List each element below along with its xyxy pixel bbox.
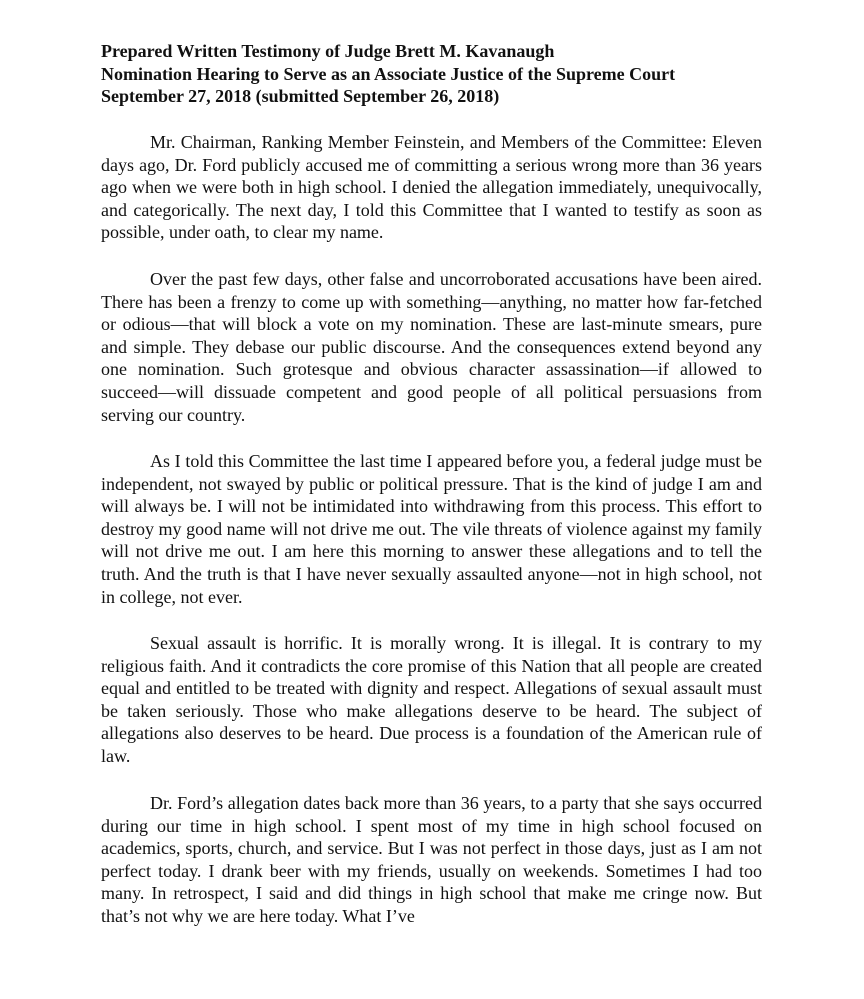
paragraph-sexual-assault: Sexual assault is horrific. It is morally wrong. It is illegal. It is contrary to my religious faith. And it contradicts the core promise of this Nation that all people are created equal and entitled to be treated with dignity and respect. Allegations of sexual assault must be taken seriously. Those who make allegations deserve to be heard. The subject of allegations also deserves to be heard. Due process is a foundation of the American rule of law. bbox=[101, 633, 762, 766]
paragraph-allegation: Dr. Ford’s allegation dates back more than 36 years, to a party that she says occurred during our time in high school. I spent most of my time in high school focused on academics, sports, church, and service. But I was not perfect in those days, just as I am not perfect today. I drank beer with my friends, usually on weekends. Sometimes I had too many. In retrospect, I said and did things in high school that make me cringe now. But that’s not why we are here today. What I’ve bbox=[101, 793, 762, 926]
header-title: Prepared Written Testimony of Judge Brett M. Kavanaugh bbox=[101, 41, 555, 61]
header-hearing: Nomination Hearing to Serve as an Associate Justice of the Supreme Court bbox=[101, 63, 676, 84]
header-date: September 27, 2018 (submitted September 26, 2018) bbox=[101, 86, 500, 106]
paragraph-opening: Mr. Chairman, Ranking Member Feinstein, and Members of the Committee: Eleven days ago, Dr. Ford publicly accused me of committing a serious wrong more than 36 years ago when we were both in high school. I denied the allegation immediately, unequivocally, and categorically. The next day, I told this Committee that I wanted to testify as soon as possible, under oath, to clear my name. bbox=[101, 132, 762, 243]
paragraph-independence: As I told this Committee the last time I appeared before you, a federal judge must be independent, not swayed by public or political pressure. That is the kind of judge I am and will always be. I will not be intimidated into withdrawing from this process. This effort to destroy my good name will not drive me out. The vile threats of violence against my family will not drive me out. I am here this morning to answer these allegations and to tell the truth. And the truth is that I have never sexually assaulted anyone—not in high school, not in college, not ever. bbox=[101, 451, 762, 607]
document-header bbox=[101, 40, 781, 108]
paragraph-accusations: Over the past few days, other false and uncorroborated accusations have been aired. There has been a frenzy to come up with something—anything, no matter how far-fetched or odious—that will block a vote on my nomination. These are last-minute smears, pure and simple. They debase our public discourse. And the consequences extend beyond any one nomination. Such grotesque and obvious character assassination—if allowed to succeed—will dissuade competent and good people of all political persuasions from serving our country. bbox=[101, 269, 762, 425]
